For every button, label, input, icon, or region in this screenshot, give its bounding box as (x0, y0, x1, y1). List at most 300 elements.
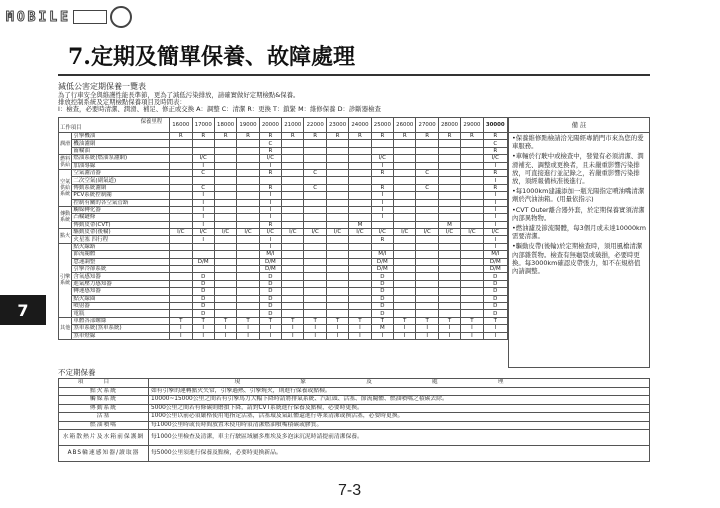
schedule-cell (237, 288, 259, 295)
schedule-cell: I (259, 214, 281, 221)
schedule-cell (237, 192, 259, 199)
item-cell: 傳動皮帶(CVT) (72, 221, 170, 228)
schedule-cell: M/I (483, 251, 507, 258)
schedule-cell (394, 295, 416, 302)
schedule-cell (170, 169, 192, 176)
schedule-cell: I (192, 332, 214, 339)
schedule-cell: I (192, 325, 214, 332)
schedule-cell (438, 258, 460, 265)
schedule-cell: I (438, 332, 460, 339)
schedule-cell: M (438, 221, 460, 228)
schedule-cell (326, 155, 348, 162)
schedule-cell (326, 302, 348, 309)
schedule-cell (237, 266, 259, 273)
schedule-cell (394, 273, 416, 280)
mileage-header: 27000 (416, 118, 438, 133)
schedule-cell: I (304, 325, 326, 332)
schedule-cell: T (326, 317, 348, 324)
troubleshoot-item: 活塞 (59, 413, 149, 422)
schedule-cell: R (349, 133, 371, 140)
schedule-cell: D/M (192, 258, 214, 265)
schedule-cell (461, 236, 483, 243)
table-row (59, 229, 508, 236)
schedule-cell: I (483, 243, 507, 250)
schedule-cell (461, 155, 483, 162)
schedule-cell (416, 155, 438, 162)
schedule-cell: R (371, 184, 393, 191)
schedule-cell (394, 302, 416, 309)
table-row (59, 192, 508, 199)
schedule-cell (438, 302, 460, 309)
item-cell: 機油濾網 (72, 140, 170, 147)
schedule-cell (438, 310, 460, 317)
schedule-cell (214, 206, 236, 213)
schedule-cell (326, 169, 348, 176)
schedule-cell: D/M (371, 266, 393, 273)
item-cell: 轉速感知器 (72, 288, 170, 295)
schedule-cell (304, 192, 326, 199)
schedule-cell (349, 280, 371, 287)
table-row (59, 243, 508, 250)
note-item: •車輛於行駛中或檢查中，發覺有必須清潔、潤滑補充、調整或更換者，且未嚴重影響污染排放，可直接進行並記錄之，若嚴重影響污染排放，須經報備核准後進行。 (512, 152, 644, 186)
schedule-cell (461, 251, 483, 258)
schedule-cell: D (259, 288, 281, 295)
schedule-cell (192, 147, 214, 154)
table-row (59, 317, 508, 324)
schedule-cell (170, 280, 192, 287)
schedule-cell: I (214, 332, 236, 339)
item-cell: 引擎機油 (72, 133, 170, 140)
table-row (59, 295, 508, 302)
schedule-cell (416, 280, 438, 287)
item-cell: 怠速調整 (72, 258, 170, 265)
schedule-cell: D (483, 280, 507, 287)
schedule-cell (214, 214, 236, 221)
schedule-cell: I (461, 325, 483, 332)
schedule-cell (214, 140, 236, 147)
schedule-cell (438, 251, 460, 258)
schedule-cell (282, 266, 304, 273)
schedule-cell (304, 177, 326, 184)
schedule-cell: M/I (259, 251, 281, 258)
schedule-cell: I (192, 192, 214, 199)
schedule-cell (282, 140, 304, 147)
troubleshoot-row (59, 430, 650, 446)
schedule-cell (214, 251, 236, 258)
schedule-cell (214, 243, 236, 250)
schedule-cell (438, 273, 460, 280)
header-corner (59, 118, 170, 133)
schedule-cell: I (192, 236, 214, 243)
schedule-cell (416, 206, 438, 213)
schedule-cell (326, 147, 348, 154)
schedule-cell (349, 155, 371, 162)
schedule-cell (349, 177, 371, 184)
schedule-cell (416, 310, 438, 317)
schedule-cell (461, 199, 483, 206)
schedule-cell (170, 243, 192, 250)
schedule-cell (394, 258, 416, 265)
schedule-cell (349, 243, 371, 250)
category-cell: 點火 (59, 229, 72, 244)
schedule-cell (371, 147, 393, 154)
schedule-cell (349, 310, 371, 317)
schedule-cell: D/M (483, 258, 507, 265)
schedule-cell: I (461, 332, 483, 339)
schedule-cell (394, 199, 416, 206)
schedule-cell: T (394, 317, 416, 324)
schedule-cell (282, 258, 304, 265)
schedule-cell (461, 258, 483, 265)
note-item: •燃油濾及節流閥體，每3個月或未達10000km需要清潔。 (512, 224, 646, 241)
category-cell: 傳動系統 (59, 206, 72, 228)
table-row (59, 302, 508, 309)
schedule-cell (326, 214, 348, 221)
schedule-cell (237, 162, 259, 169)
schedule-cell (349, 258, 371, 265)
schedule-cell (371, 221, 393, 228)
schedule-cell (461, 295, 483, 302)
schedule-cell (438, 177, 460, 184)
schedule-cell: I/C (371, 155, 393, 162)
schedule-cell (192, 177, 214, 184)
item-cell: 加油導線 (72, 162, 170, 169)
schedule-cell: T (483, 317, 507, 324)
schedule-cell (394, 214, 416, 221)
schedule-cell (214, 177, 236, 184)
schedule-cell: I/C (394, 229, 416, 236)
schedule-cell (394, 251, 416, 258)
item-cell: 進氣壓力感知器 (72, 280, 170, 287)
schedule-cell (282, 177, 304, 184)
schedule-cell (170, 199, 192, 206)
table-row (59, 133, 508, 140)
schedule-intro (58, 92, 558, 113)
schedule-cell: R (483, 147, 507, 154)
schedule-cell (170, 266, 192, 273)
schedule-cell: D (483, 302, 507, 309)
schedule-cell (237, 295, 259, 302)
schedule-cell: I (349, 332, 371, 339)
schedule-cell (326, 251, 348, 258)
schedule-cell: R (259, 184, 281, 191)
schedule-cell (461, 280, 483, 287)
schedule-cell: T (237, 317, 259, 324)
mileage-header: 30000 (483, 118, 507, 133)
item-cell: 含氧感知器 (72, 273, 170, 280)
troubleshoot-detail: 每1000公里時或長時間放置未使用時須清潔燃油噴嘴積碳或膠質。 (149, 421, 650, 430)
schedule-cell: I (192, 206, 214, 213)
schedule-cell: I/C (483, 229, 507, 236)
schedule-cell: I (170, 325, 192, 332)
table-row (59, 155, 508, 162)
schedule-cell (326, 140, 348, 147)
table-row (59, 251, 508, 258)
schedule-cell: I/C (282, 229, 304, 236)
schedule-cell (170, 221, 192, 228)
schedule-cell (237, 221, 259, 228)
schedule-cell (326, 192, 348, 199)
schedule-cell (416, 258, 438, 265)
schedule-cell (304, 236, 326, 243)
schedule-cell (349, 251, 371, 258)
schedule-cell (438, 184, 460, 191)
schedule-cell (438, 206, 460, 213)
schedule-cell: M/I (371, 251, 393, 258)
schedule-cell (416, 140, 438, 147)
schedule-cell: C (304, 184, 326, 191)
schedule-cell: T (304, 317, 326, 324)
schedule-cell: I (371, 214, 393, 221)
mileage-header: 21000 (282, 118, 304, 133)
schedule-cell (438, 295, 460, 302)
title-divider (58, 74, 650, 76)
schedule-cell (326, 236, 348, 243)
page-title: 7.定期及簡單保養、故障處理 (68, 44, 355, 70)
schedule-cell: D (371, 310, 393, 317)
schedule-cell (326, 266, 348, 273)
notes-panel (508, 117, 650, 368)
schedule-cell (326, 310, 348, 317)
schedule-cell (282, 302, 304, 309)
schedule-cell: R (371, 236, 393, 243)
schedule-cell: M (371, 325, 393, 332)
schedule-cell: I (371, 192, 393, 199)
schedule-cell: I (371, 162, 393, 169)
troubleshoot-row (59, 446, 650, 462)
item-cell: 二次空氣(副氣道) (72, 177, 170, 184)
schedule-cell: R (394, 133, 416, 140)
schedule-cell (237, 273, 259, 280)
schedule-cell (416, 147, 438, 154)
table-row (59, 236, 508, 243)
item-cell: 點火線路 (72, 243, 170, 250)
schedule-cell: I/C (259, 229, 281, 236)
schedule-cell: R (259, 133, 281, 140)
table-row (59, 288, 508, 295)
schedule-cell: R (326, 133, 348, 140)
schedule-cell: I/C (438, 229, 460, 236)
table-row (59, 332, 508, 339)
schedule-cell (237, 177, 259, 184)
logo-text: MOBILE (6, 9, 71, 25)
schedule-cell: R (461, 133, 483, 140)
schedule-cell (214, 288, 236, 295)
schedule-cell (461, 266, 483, 273)
schedule-cell (192, 140, 214, 147)
schedule-cell: I (259, 325, 281, 332)
schedule-cell: I/C (214, 229, 236, 236)
schedule-cell: I (237, 325, 259, 332)
schedule-cell: I/C (170, 229, 192, 236)
schedule-cell: I (483, 199, 507, 206)
intro-line: 為了行車安全與維護性能長準節，更為了減低污染排放，請確實做好定期檢點&保養。 (58, 91, 300, 99)
schedule-cell: T (461, 317, 483, 324)
schedule-cell (170, 184, 192, 191)
schedule-cell: I/C (237, 229, 259, 236)
schedule-cell (461, 140, 483, 147)
schedule-cell: I (394, 332, 416, 339)
schedule-cell: R (483, 169, 507, 176)
schedule-cell (394, 243, 416, 250)
chapter-tab: 7 (0, 295, 46, 325)
schedule-cell (326, 243, 348, 250)
schedule-cell: I (192, 221, 214, 228)
schedule-cell: I (371, 199, 393, 206)
schedule-cell (349, 206, 371, 213)
page-number: 7-3 (338, 482, 362, 499)
table-row (59, 177, 508, 184)
schedule-cell (394, 288, 416, 295)
schedule-cell (214, 302, 236, 309)
schedule-cell: I (483, 162, 507, 169)
schedule-cell: I (483, 221, 507, 228)
schedule-cell (282, 310, 304, 317)
schedule-cell: R (192, 133, 214, 140)
schedule-cell (438, 147, 460, 154)
item-cell: 凸輪鏈條 (72, 214, 170, 221)
schedule-cell (304, 310, 326, 317)
item-cell: 傳動系統濾網 (72, 184, 170, 191)
schedule-cell (371, 177, 393, 184)
item-cell: 點火線圈 (72, 295, 170, 302)
schedule-cell: C (304, 169, 326, 176)
schedule-cell (326, 162, 348, 169)
schedule-cell: D (371, 280, 393, 287)
mobile01-logo (6, 6, 136, 28)
schedule-cell (438, 288, 460, 295)
schedule-cell (461, 214, 483, 221)
schedule-cell: I (483, 325, 507, 332)
schedule-cell: I (483, 192, 507, 199)
schedule-cell (349, 140, 371, 147)
mileage-header: 24000 (349, 118, 371, 133)
table-row (59, 162, 508, 169)
schedule-cell: M (349, 221, 371, 228)
mileage-header: 16000 (170, 118, 192, 133)
schedule-cell: I/C (259, 155, 281, 162)
item-cell: 控制有關的各空氣管路 (72, 199, 170, 206)
schedule-cell: I (192, 199, 214, 206)
schedule-cell: C (416, 169, 438, 176)
item-cell: 觸媒轉化器 (72, 206, 170, 213)
schedule-cell: I/C (371, 229, 393, 236)
schedule-cell: D (371, 288, 393, 295)
schedule-cell (237, 310, 259, 317)
schedule-cell: I (371, 332, 393, 339)
schedule-cell (416, 199, 438, 206)
schedule-cell: R (416, 133, 438, 140)
schedule-cell (326, 184, 348, 191)
schedule-cell: D (192, 288, 214, 295)
schedule-cell (304, 147, 326, 154)
troubleshoot-row (59, 421, 650, 430)
schedule-cell (438, 243, 460, 250)
item-cell: 煞車燈線 (72, 332, 170, 339)
schedule-cell (304, 140, 326, 147)
schedule-cell (461, 184, 483, 191)
schedule-cell: C (192, 184, 214, 191)
troubleshoot-detail: 每1000公里檢查及清潔，車主行駛區域屬多塵埃及多泡沫沉泥時請提前清潔保養。 (149, 430, 650, 446)
note-item: •每1000km建議添加一瓶光陽指定噴油嘴清潔劑於汽油油箱。(用量依指示) (512, 187, 645, 204)
schedule-cell (282, 214, 304, 221)
schedule-cell: I (282, 332, 304, 339)
schedule-cell (304, 251, 326, 258)
table-row (59, 184, 508, 191)
schedule-cell (416, 236, 438, 243)
schedule-cell: R (259, 169, 281, 176)
schedule-cell (326, 258, 348, 265)
schedule-cell (214, 273, 236, 280)
schedule-cell (349, 184, 371, 191)
item-cell: PCV系統控制閥 (72, 192, 170, 199)
schedule-cell (438, 236, 460, 243)
schedule-cell: D (259, 302, 281, 309)
header-item-label: 工作項目 (60, 125, 82, 131)
schedule-cell (304, 273, 326, 280)
schedule-cell (304, 214, 326, 221)
schedule-cell (416, 295, 438, 302)
item-cell: 齒輪油 (72, 147, 170, 154)
schedule-cell (304, 288, 326, 295)
schedule-cell (349, 147, 371, 154)
note-item: •CVT Outer離合器外套，於定期保養實須清潔內部異物物。 (512, 205, 645, 222)
schedule-cell (416, 302, 438, 309)
item-cell: 噴射器 (72, 302, 170, 309)
schedule-cell (438, 266, 460, 273)
schedule-cell: D (483, 273, 507, 280)
schedule-cell (214, 169, 236, 176)
schedule-cell (371, 243, 393, 250)
schedule-cell (461, 169, 483, 176)
schedule-cell (214, 221, 236, 228)
schedule-cell: I/C (326, 229, 348, 236)
notes-header: 備 註 (509, 118, 649, 133)
schedule-cell (438, 280, 460, 287)
schedule-cell: I (416, 332, 438, 339)
schedule-cell: I (326, 332, 348, 339)
schedule-cell: I (259, 199, 281, 206)
schedule-cell: D (259, 273, 281, 280)
schedule-cell (394, 155, 416, 162)
schedule-cell (282, 221, 304, 228)
schedule-cell (237, 243, 259, 250)
schedule-cell: D (192, 310, 214, 317)
schedule-cell (170, 140, 192, 147)
schedule-cell (237, 184, 259, 191)
schedule-cell: D (192, 273, 214, 280)
schedule-cell (438, 192, 460, 199)
schedule-cell (461, 147, 483, 154)
troubleshoot-detail: 1000公里以前必須嚴格使用電指定活塞，活塞環及氣缸體還進行專業清潔或換活塞，必要時更換。 (149, 413, 650, 422)
table-row (59, 273, 508, 280)
schedule-cell (349, 302, 371, 309)
schedule-cell: R (371, 133, 393, 140)
schedule-cell: D (192, 302, 214, 309)
schedule-cell: R (483, 184, 507, 191)
schedule-cell (192, 243, 214, 250)
mileage-header: 20000 (259, 118, 281, 133)
troubleshoot-item: 點火系統 (59, 387, 149, 396)
schedule-cell (170, 147, 192, 154)
troubleshoot-title: 不定期保養 (58, 368, 96, 377)
schedule-cell: I (304, 332, 326, 339)
schedule-cell: R (483, 133, 507, 140)
troubleshoot-row (59, 387, 650, 396)
schedule-cell (416, 243, 438, 250)
schedule-cell (326, 177, 348, 184)
schedule-cell (438, 162, 460, 169)
